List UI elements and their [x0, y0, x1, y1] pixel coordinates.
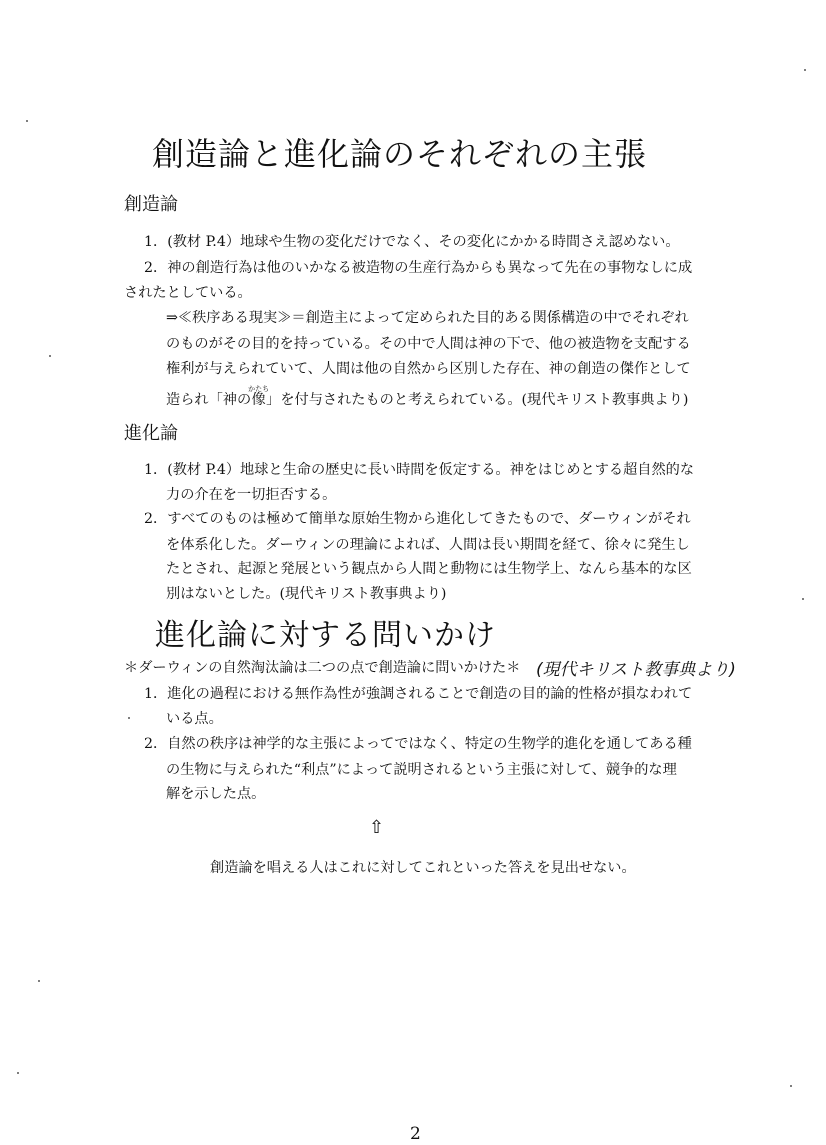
creation-heading: 創造論: [124, 194, 178, 215]
creation-quote-line-3: 権利が与えられていて、人間は他の自然から区別した存在、神の創造の傑作として: [166, 361, 691, 377]
scan-speck: [49, 355, 51, 357]
scan-speck: [804, 69, 806, 71]
scan-speck: [17, 1072, 19, 1074]
question-intro: ＊ダーウィンの自然淘汰論は二つの点で創造論に問いかけた＊: [124, 660, 521, 676]
quote-text-before: 造られ「神の: [166, 392, 252, 408]
creation-quote-line-4: [166, 385, 688, 409]
creation-item-1: 1．(教材 P.4）地球や生物の変化だけでなく、その変化にかかる時間さえ認めない。: [144, 234, 680, 250]
creation-quote-line-2: のものがその目的を持っている。その中で人間は神の下で、他の被造物を支配する: [166, 336, 691, 352]
evolution-item-1-line-2: 力の介在を一切拒否する。: [166, 487, 337, 503]
kanji-image: 像: [248, 392, 270, 408]
page-title: 創造論と進化論のそれぞれの主張: [152, 135, 648, 173]
handwritten-note: (現代キリスト教事典より): [536, 660, 736, 680]
evolution-item-1-line-1: 1．(教材 P.4）地球と生命の歴史に長い時間を仮定する。神をはじめとする超自然的な: [144, 462, 695, 478]
question-item-1-line-1: 1．進化の過程における無作為性が強調されることで創造の目的論的性格が損なわれて: [144, 686, 693, 702]
question-item-2-line-1: 2．自然の秩序は神学的な主張によってではなく、特定の生物学的進化を通してある種: [144, 736, 692, 752]
scan-speck: [26, 120, 28, 122]
page-number: 2: [410, 1124, 421, 1144]
question-item-1-line-2: いる点。: [166, 711, 223, 727]
question-heading: 進化論に対する問いかけ: [155, 618, 496, 653]
evolution-heading: 進化論: [124, 423, 178, 444]
conclusion-text: 創造論を唱える人はこれに対してこれといった答えを見出せない。: [210, 860, 636, 876]
creation-item-2-line-2: されたとしている。: [124, 285, 252, 301]
scan-speck: [790, 1085, 792, 1087]
creation-quote-line-1: ⇒≪秩序ある現実≫＝創造主によって定められた目的ある関係構造の中でそれぞれ: [166, 310, 689, 326]
creation-item-2-line-1: 2．神の創造行為は他のいかなる被造物の生産行為からも異なって先在の事物なしに成: [144, 260, 693, 276]
ruby-kanji: [248, 385, 270, 408]
scan-speck: [128, 717, 130, 719]
question-item-2-line-3: 解を示した点。: [166, 786, 266, 802]
scan-speck: [38, 980, 40, 982]
up-arrow-icon: ⇧: [369, 817, 385, 838]
scan-speck: [802, 598, 804, 600]
question-item-2-line-2: の生物に与えられた“利点”によって説明されるという主張に対して、競争的な理: [166, 762, 677, 778]
evolution-item-2-line-1: 2．すべてのものは極めて簡単な原始生物から進化してきたもので、ダーウィンがそれ: [144, 511, 691, 527]
evolution-item-2-line-4: 別はないとした。(現代キリスト教事典より): [166, 586, 447, 602]
ruby-reading: かたち: [248, 385, 270, 393]
evolution-item-2-line-2: を体系化した。ダーウィンの理論によれば、人間は長い期間を経て、徐々に発生し: [166, 537, 690, 553]
evolution-item-2-line-3: たとされ、起源と発展という観点から人間と動物には生物学上、なんら基本的な区: [166, 561, 692, 577]
quote-text-after: 」を付与されたものと考えられている。(現代キリスト教事典より): [266, 392, 689, 408]
